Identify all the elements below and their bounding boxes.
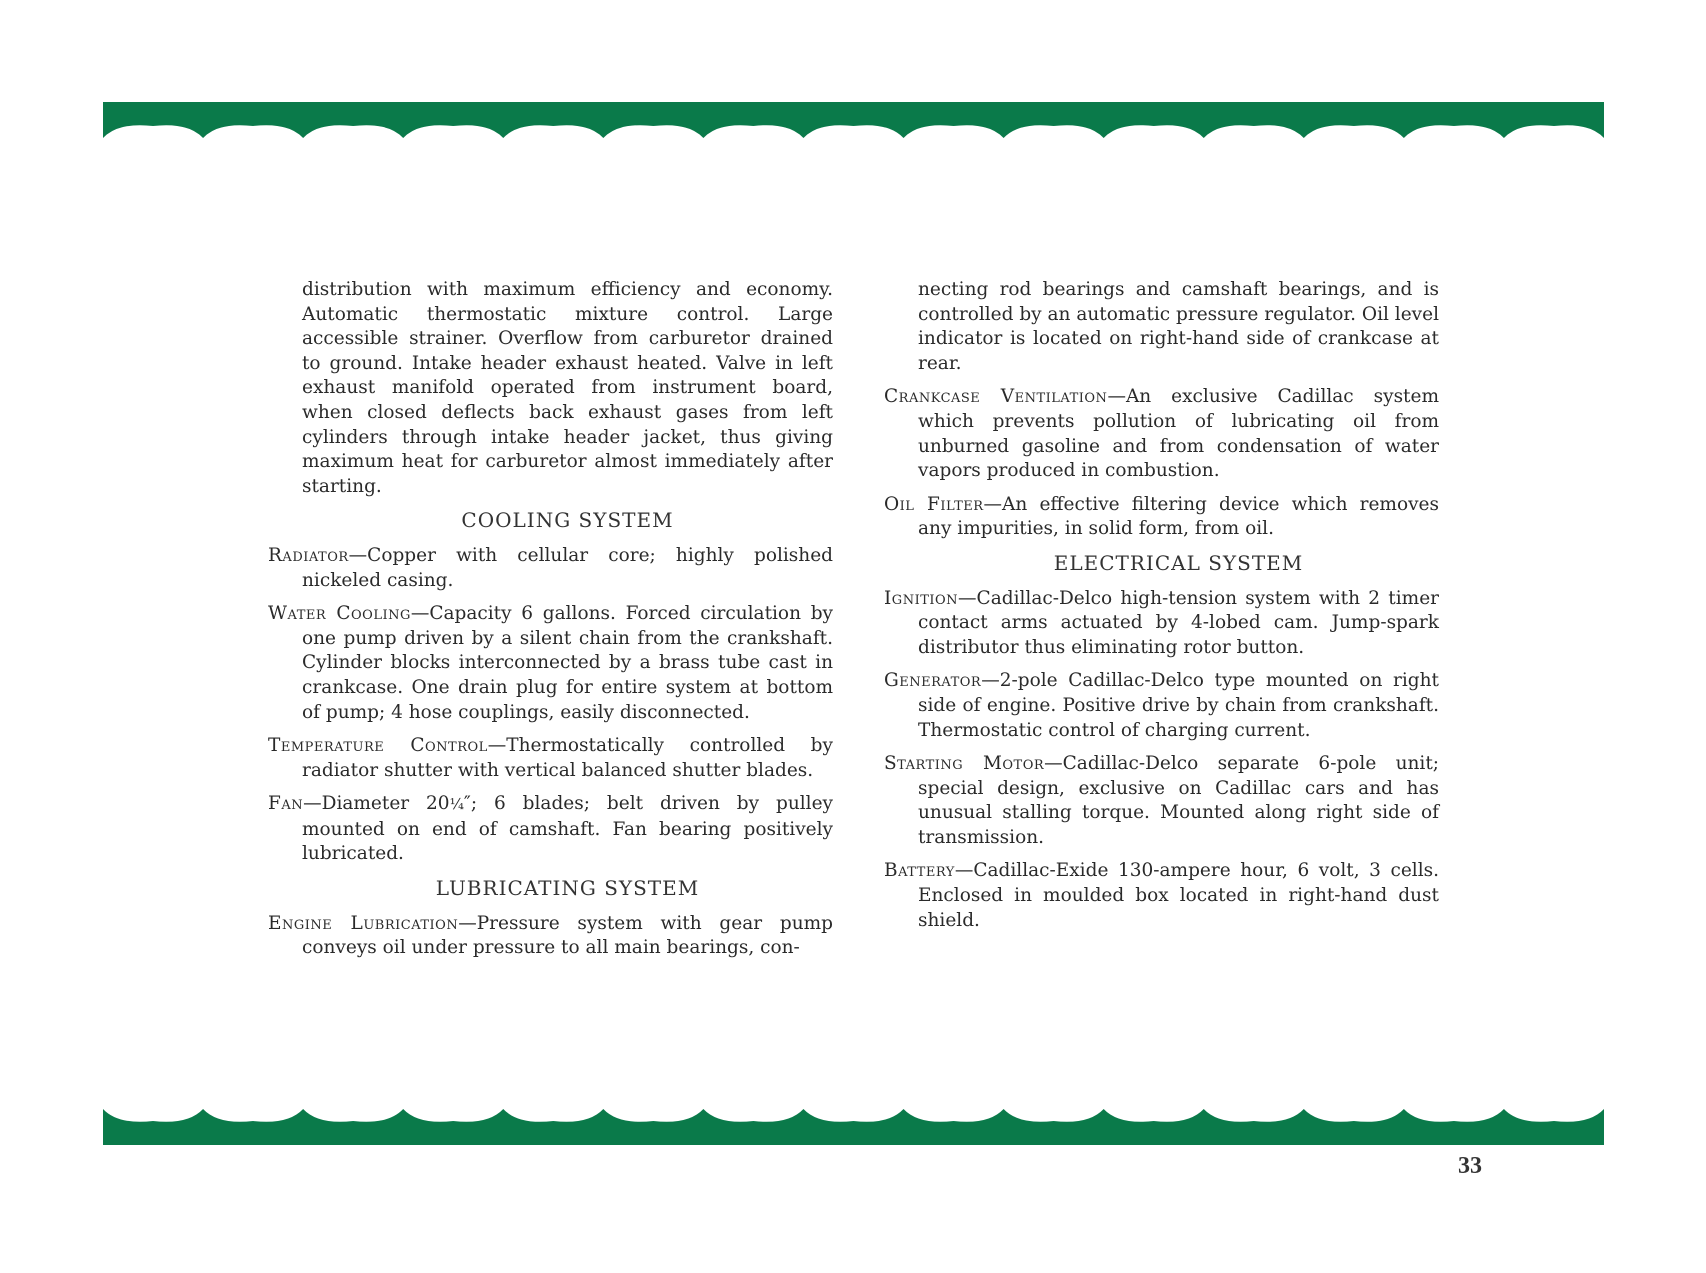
- generator-entry: [884, 669, 1439, 743]
- radiator-term: Radiator: [268, 544, 349, 566]
- ignition-entry: [884, 587, 1439, 661]
- oil-filter-term: Oil Filter: [884, 493, 984, 515]
- ignition-term: Ignition: [884, 587, 959, 609]
- lubricating-system-heading: LUBRICATING SYSTEM: [435, 876, 700, 901]
- water-cooling-term: Water Cooling: [268, 603, 411, 625]
- engine-lubrication-term: Engine Lubrication: [268, 912, 459, 934]
- starting-motor-term: Starting Motor: [884, 753, 1045, 775]
- electrical-system-heading: ELECTRICAL SYSTEM: [1053, 550, 1304, 575]
- top-decorative-band: [103, 102, 1604, 140]
- radiator-entry: [268, 544, 833, 593]
- starting-motor-entry: [884, 752, 1439, 850]
- generator-term: Generator: [884, 670, 982, 692]
- temperature-control-text: —Thermostatically controlled by radiator shutter with vertical balanced shutter blades.: [302, 735, 833, 781]
- top-band-shape: [103, 102, 1604, 138]
- page-number: 33: [1458, 1153, 1482, 1179]
- water-cooling-entry: [268, 602, 833, 725]
- left-column: [268, 278, 833, 970]
- temperature-control-term: Temperature Control: [268, 735, 488, 757]
- battery-entry: [884, 859, 1439, 933]
- cooling-system-heading: COOLING SYSTEM: [461, 508, 674, 533]
- crankcase-ventilation-entry: [884, 385, 1439, 483]
- temperature-control-entry: [268, 734, 833, 783]
- engine-lubrication-entry: [268, 912, 833, 961]
- bottom-decorative-band: [103, 1107, 1604, 1145]
- fan-term: Fan: [268, 793, 304, 815]
- oil-filter-entry: [884, 493, 1439, 542]
- crankcase-ventilation-text: —An exclusive Cadillac system which prevents pollution of lubricating oil from unburned gasoline and from condensation of water vapors produced in combustion.: [918, 386, 1439, 482]
- right-column: [884, 278, 1439, 942]
- fan-text-a: —Diameter 20: [303, 793, 450, 815]
- lubrication-continuation-text: necting rod bearings and camshaft bearings, and is controlled by an automatic pressure regulator. Oil level indicator is located on right-hand side of crankcase at rear.: [918, 279, 1439, 374]
- fan-entry: [268, 792, 833, 867]
- generator-text: —2-pole Cadillac-Delco type mounted on right side of engine. Positive drive by chain from crankshaft. Thermostatic control of charging current.: [918, 670, 1439, 741]
- fan-text-b: ″; 6 blades; belt driven by pulley mounted on end of camshaft. Fan bearing positively lubricated.: [302, 793, 833, 865]
- battery-term: Battery: [884, 860, 955, 882]
- oil-filter-text: —An effective filtering device which removes any impurities, in solid form, from oil.: [918, 493, 1439, 540]
- crankcase-ventilation-term: Crankcase Ventilation: [884, 386, 1108, 408]
- carburetor-continuation-text: distribution with maximum efficiency and economy. Automatic thermostatic mixture control. Large accessible strainer. Overflow from carburetor drained to ground. Intake header exhaust heated. Valve in left exhaust manifold operated from instrument board, when closed deflects back exhaust gases from left cylinders through intake header jacket, thus giving maximum heat for carburetor almost immediately after starting.: [302, 279, 833, 497]
- starting-motor-text: —Cadillac-Delco separate 6-pole unit; special design, exclusive on Cadillac cars and has unusual stalling torque. Mounted along right side of transmission.: [918, 753, 1439, 848]
- engine-lubrication-text: —Pressure system with gear pump conveys oil under pressure to all main bearings, con-: [302, 912, 833, 959]
- battery-text: —Cadillac-Exide 130-ampere hour, 6 volt, 3 cells. Enclosed in moulded box located in right-hand dust shield.: [918, 860, 1439, 931]
- fan-fraction: ¼: [449, 796, 464, 814]
- radiator-text: —Copper with cellular core; highly polished nickeled casing.: [302, 544, 833, 591]
- bottom-band-shape: [103, 1109, 1604, 1145]
- ignition-text: —Cadillac-Delco high-tension system with 2 timer contact arms actuated by 4-lobed cam. Jump-spark distributor thus eliminating rotor button.: [918, 587, 1439, 658]
- water-cooling-text: —Capacity 6 gallons. Forced circulation by one pump driven by a silent chain from the crankshaft. Cylinder blocks interconnected by a brass tube cast in crankcase. One drain plug for entire system at bottom of pump; 4 hose couplings, easily disconnected.: [302, 603, 833, 723]
